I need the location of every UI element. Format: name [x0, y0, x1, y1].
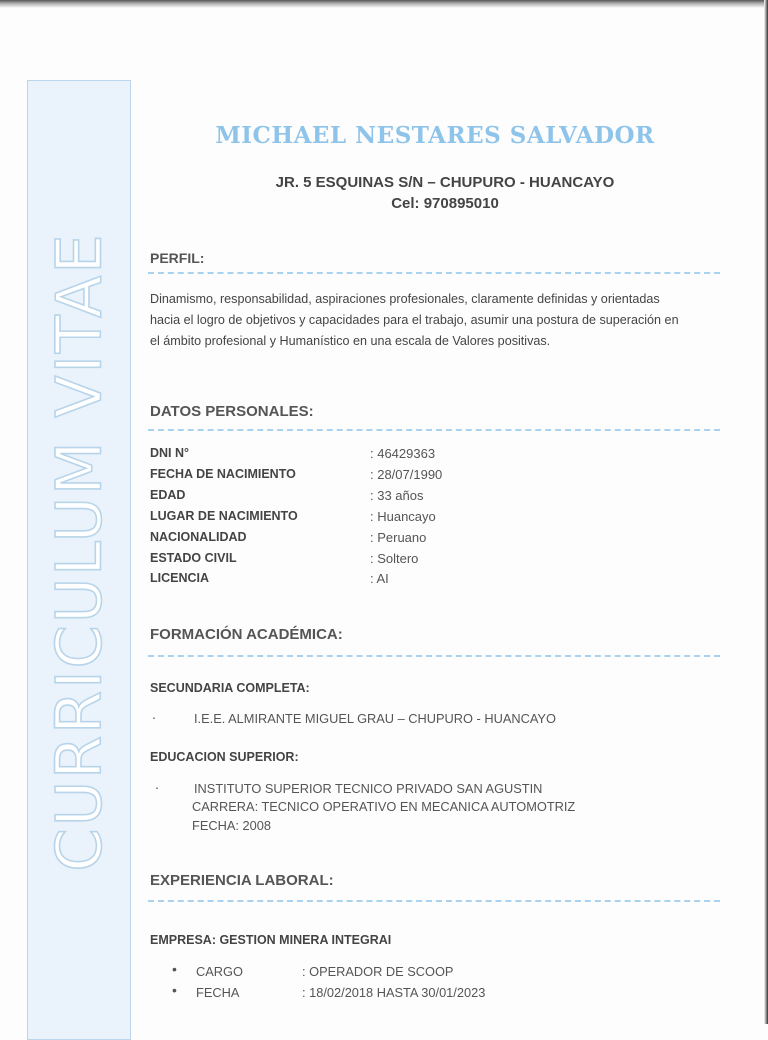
superior-heading: EDUCACION SUPERIOR:	[150, 750, 299, 764]
superior-carrera: CARRERA: TECNICO OPERATIVO EN MECANICA AUTOMOTRIZ	[192, 799, 576, 814]
datos-divider	[148, 429, 720, 431]
scan-top-edge	[0, 0, 768, 8]
licencia-label: LICENCIA	[150, 571, 210, 584]
fecha-value: : 18/02/2018 HASTA 30/01/2023	[302, 985, 486, 1000]
superior-bullet: .	[155, 776, 159, 792]
lugar-nacimiento-value: : Huancayo	[370, 509, 436, 524]
fecha-label: FECHA	[196, 985, 240, 1000]
perfil-heading: PERFIL:	[150, 250, 205, 266]
empresa-heading: EMPRESA: GESTION MINERA INTEGRAI	[150, 933, 392, 947]
fecha-nacimiento-label: FECHA DE NACIMIENTO	[150, 467, 296, 481]
superior-fecha: FECHA: 2008	[192, 818, 271, 833]
datos-heading: DATOS PERSONALES:	[150, 403, 314, 420]
cargo-label: CARGO	[196, 964, 243, 979]
sidebar-title: CURRICULUM VITAE	[42, 232, 116, 872]
lugar-nacimiento-label: LUGAR DE NACIMIENTO	[150, 509, 298, 523]
cargo-value: : OPERADOR DE SCOOP	[302, 964, 454, 979]
dni-label: DNI N°	[150, 446, 190, 460]
dni-value: : 46429363	[370, 446, 436, 461]
nacionalidad-label: NACIONALIDAD	[150, 530, 247, 544]
formacion-divider	[148, 655, 720, 657]
perfil-text: Dinamismo, responsabilidad, aspiraciones profesionales, claramente definidas y orientadas hacia el logro de objetivos y capacidades para el trabajo, asumir una postura de superación en el ámbito profesional y Humanístico en una escala de Valores positivas.	[150, 292, 679, 348]
secundaria-bullet: .	[152, 706, 156, 722]
secundaria-heading: SECUNDARIA COMPLETA:	[150, 681, 310, 695]
candidate-name: MICHAEL NESTARES SALVADOR	[215, 122, 655, 149]
superior-institucion: INSTITUTO SUPERIOR TECNICO PRIVADO SAN AGUSTIN	[194, 781, 543, 796]
experiencia-divider	[148, 900, 720, 902]
formacion-heading: FORMACIÓN ACADÉMICA:	[150, 626, 343, 643]
fecha-bullet: •	[172, 982, 177, 998]
address: JR. 5 ESQUINAS S/N – CHUPURO - HUANCAYO	[275, 174, 615, 191]
experiencia-heading: EXPERIENCIA LABORAL:	[150, 872, 334, 889]
phone: Cel: 970895010	[391, 195, 499, 212]
cargo-bullet: •	[172, 961, 177, 977]
secundaria-item: I.E.E. ALMIRANTE MIGUEL GRAU – CHUPURO - HUANCAYO	[194, 711, 556, 726]
edad-value: : 33 años	[370, 488, 424, 503]
estado-civil-value: : Soltero	[370, 551, 419, 566]
licencia-value: : AI	[370, 571, 389, 584]
nacionalidad-value: : Peruano	[370, 530, 427, 545]
fecha-nacimiento-value: : 28/07/1990	[370, 467, 443, 482]
contact-block	[150, 172, 740, 214]
estado-civil-label: ESTADO CIVIL	[150, 551, 237, 565]
scan-right-edge	[764, 0, 768, 1024]
edad-label: EDAD	[150, 488, 186, 502]
perfil-divider	[148, 272, 720, 274]
